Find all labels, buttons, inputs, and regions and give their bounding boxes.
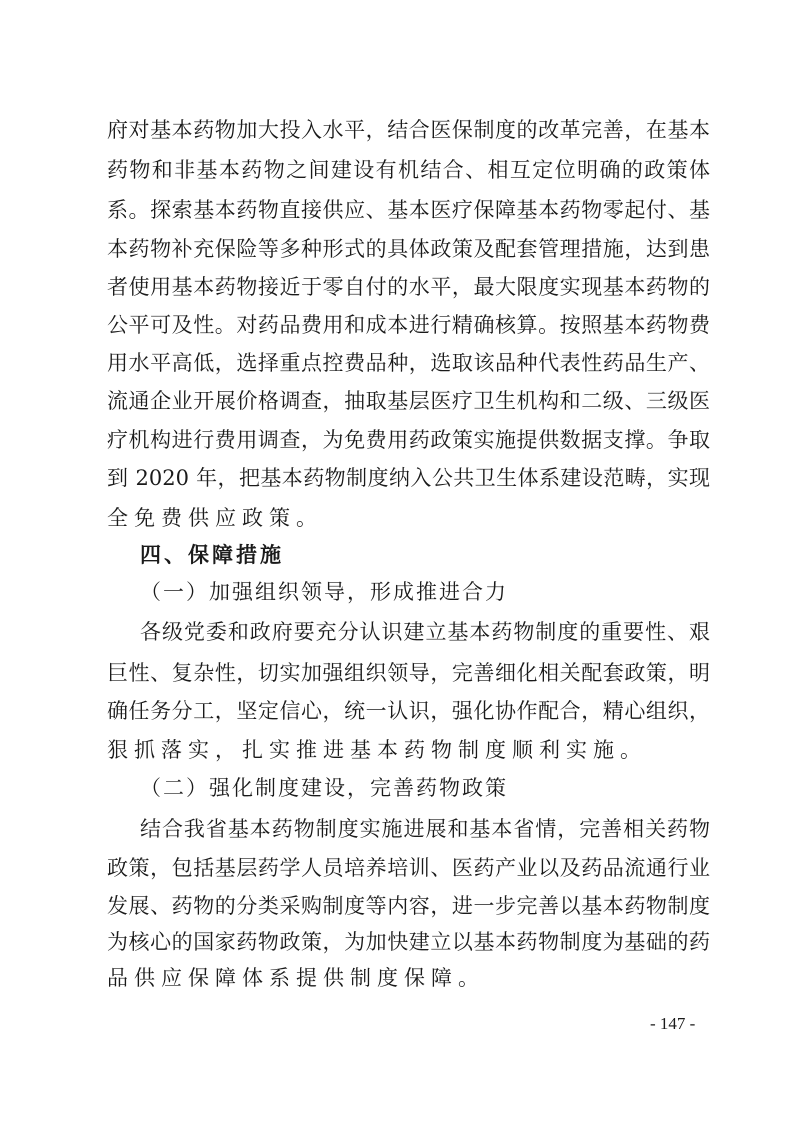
text-line: 发展、药物的分类采购制度等内容，进一步完善以基本药物制度 — [107, 894, 710, 918]
text-line: 结合我省基本药物制度实施进展和基本省情，完善相关药物 — [140, 817, 710, 841]
section-heading: 四、保障措施 — [140, 543, 284, 567]
text-line: 全免费供应政策。 — [107, 506, 323, 530]
text-line: 用水平高低，选择重点控费品种，选取该品种代表性药品生产、 — [107, 351, 710, 375]
text-line: 狠抓落实，扎实推进基本药物制度顺利实施。 — [107, 738, 647, 762]
text-line: 品供应保障体系提供制度保障。 — [107, 966, 485, 990]
text-line: 确任务分工，坚定信心，统一认识，强化协作配合，精心组织， — [107, 699, 710, 723]
text-line: 者使用基本药物接近于零自付的水平，最大限度实现基本药物的 — [107, 275, 710, 299]
text-line: 巨性、复杂性，切实加强组织领导，完善细化相关配套政策，明 — [107, 661, 710, 685]
subsection-heading: （一）加强组织领导，形成推进合力 — [140, 580, 508, 604]
subsection-heading: （二）强化制度建设，完善药物政策 — [140, 776, 508, 800]
text-line: 到 2020 年，把基本药物制度纳入公共卫生体系建设范畴，实现 — [107, 466, 710, 490]
text-line: 府对基本药物加大投入水平，结合医保制度的改革完善，在基本 — [107, 118, 710, 142]
text-line: 政策，包括基层药学人员培养培训、医药产业以及药品流通行业 — [107, 856, 710, 880]
text-line: 流通企业开展价格调查，抽取基层医疗卫生机构和二级、三级医 — [107, 389, 710, 413]
text-line: 系。探索基本药物直接供应、基本医疗保障基本药物零起付、基 — [107, 198, 710, 222]
page-number: - 147 - — [650, 1014, 696, 1033]
text-line: 本药物补充保险等多种形式的具体政策及配套管理措施，达到患 — [107, 237, 710, 261]
text-line: 疗机构进行费用调查，为免费用药政策实施提供数据支撑。争取 — [107, 428, 710, 452]
text-line: 药物和非基本药物之间建设有机结合、相互定位明确的政策体 — [107, 158, 710, 182]
text-line: 为核心的国家药物政策，为加快建立以基本药物制度为基础的药 — [107, 930, 710, 954]
text-line: 各级党委和政府要充分认识建立基本药物制度的重要性、艰 — [140, 620, 710, 644]
text-line: 公平可及性。对药品费用和成本进行精确核算。按照基本药物费 — [107, 313, 710, 337]
